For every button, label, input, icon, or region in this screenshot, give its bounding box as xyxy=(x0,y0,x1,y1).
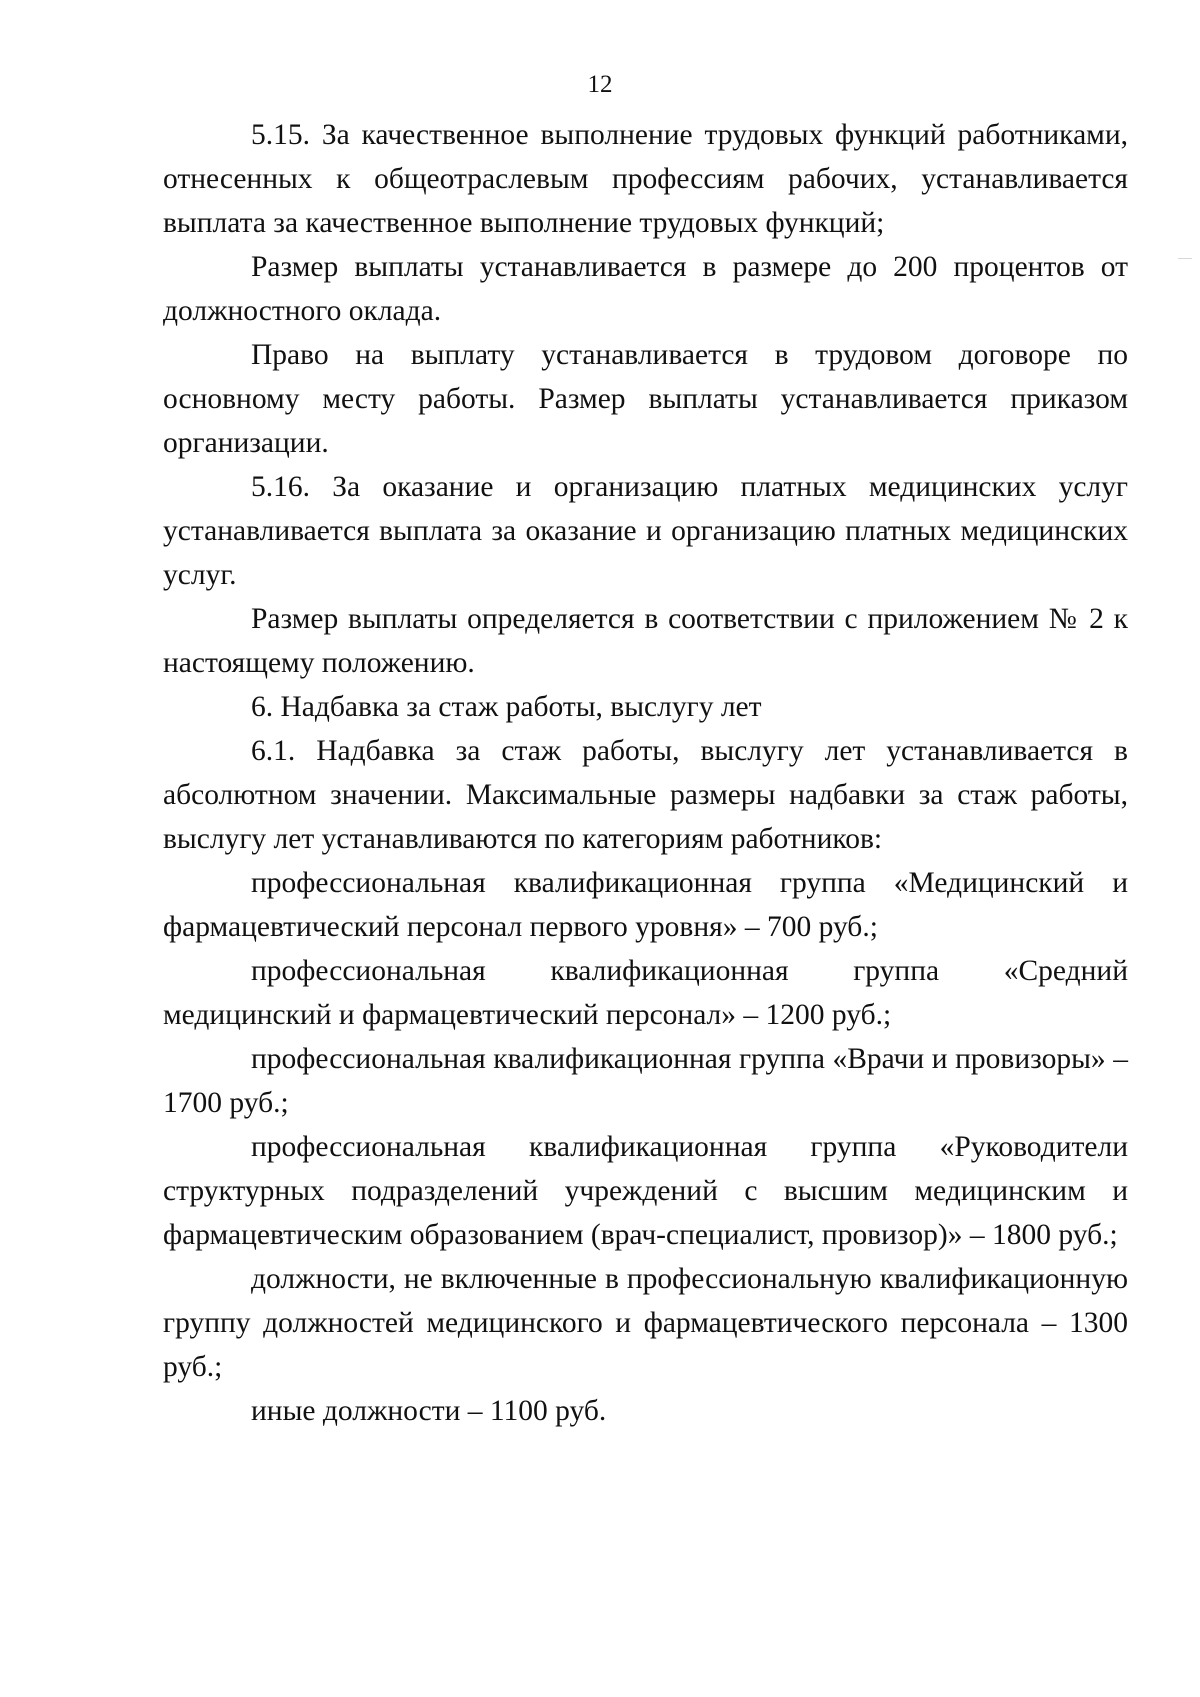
list-item-other-positions: иные должности – 1100 руб. xyxy=(251,1395,607,1427)
paragraph-5-16: 5.16. За оказание и организацию платных медицинских услуг устанавливается выплата за оказание и организацию платных медицинских услуг. xyxy=(163,471,1128,591)
list-item-heads: профессиональная квалификационная группа «Руководители структурных подразделений учреждений с высшим медицинским и фармацевтическим образованием (врач-специалист, провизор)» – 1800 руб.; xyxy=(163,1131,1128,1251)
paragraph-6-1: 6.1. Надбавка за стаж работы, выслугу лет устанавливается в абсолютном значении. Максимальные размеры надбавки за стаж работы, выслугу лет устанавливаются по категориям работников: xyxy=(163,735,1128,855)
document-body xyxy=(163,113,1128,1433)
list-item-medical-middle: профессиональная квалификационная группа «Средний медицинский и фармацевтический персонал» – 1200 руб.; xyxy=(163,955,1128,1031)
scan-artifact xyxy=(1178,258,1192,259)
paragraph-5-15: 5.15. За качественное выполнение трудовых функций работниками, отнесенных к общеотраслевым профессиям рабочих, устанавливается выплата за качественное выполнение трудовых функций; xyxy=(163,119,1128,239)
paragraph-payment-size: Размер выплаты устанавливается в размере до 200 процентов от должностного оклада. xyxy=(163,251,1128,327)
list-item-medical-first-level: профессиональная квалификационная группа «Медицинский и фармацевтический персонал первого уровня» – 700 руб.; xyxy=(163,867,1128,943)
paragraph-payment-right: Право на выплату устанавливается в трудовом договоре по основному месту работы. Размер выплаты устанавливается приказом организации. xyxy=(163,339,1128,459)
list-item-not-included: должности, не включенные в профессиональную квалификационную группу должностей медицинского и фармацевтического персонала – 1300 руб.; xyxy=(163,1263,1128,1383)
list-item-doctors: профессиональная квалификационная группа «Врачи и провизоры» – 1700 руб.; xyxy=(163,1043,1128,1119)
page-number: 12 xyxy=(587,71,613,98)
section-heading-6: 6. Надбавка за стаж работы, выслугу лет xyxy=(251,691,762,723)
paragraph-payment-appendix: Размер выплаты определяется в соответствии с приложением № 2 к настоящему положению. xyxy=(163,603,1128,679)
